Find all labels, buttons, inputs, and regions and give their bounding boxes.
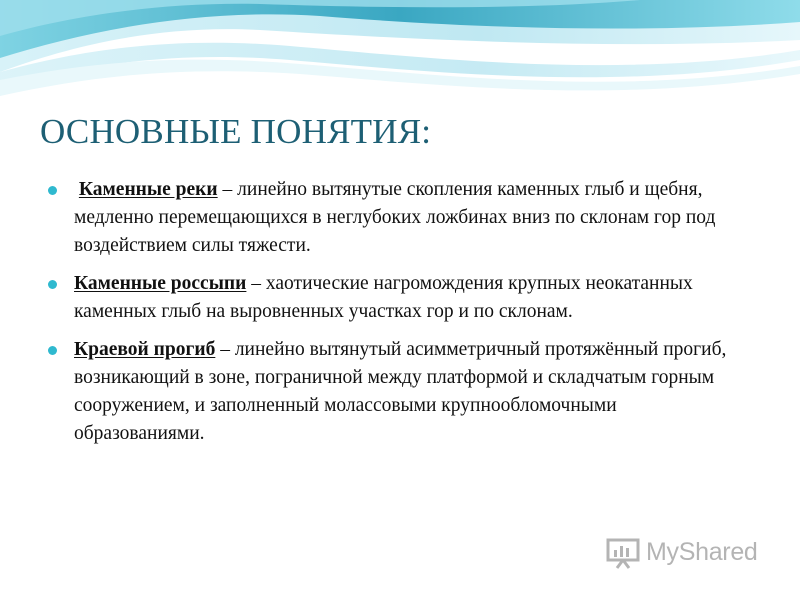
watermark-logo	[606, 535, 766, 571]
item-text	[74, 339, 726, 444]
definition-text: – хаотические нагромождения крупных неокатанных каменных глыб на выровненных участках гор и по склонам.	[74, 273, 693, 322]
header-wave-decoration	[0, 0, 800, 110]
item-text	[74, 179, 715, 256]
item-text	[74, 273, 693, 322]
term-label: Краевой прогиб	[74, 339, 216, 360]
term-label: Каменные реки	[78, 179, 218, 200]
watermark-text: MyShared	[646, 538, 758, 566]
definition-text: – линейно вытянутые скопления каменных глыб и щебня, медленно перемещающихся в неглубоких ложбинах вниз по склонам гор под воздействием силы тяжести.	[74, 179, 716, 256]
slide-title: ОСНОВНЫЕ ПОНЯТИЯ:	[40, 112, 432, 151]
presentation-board-icon	[606, 537, 640, 569]
definition-text: – линейно вытянутый асимметричный протяжённый прогиб, возникающий в зоне, пограничной между платформой и складчатым горным сооружением, и заполненный молассовыми крупнообломочными образованиями.	[74, 339, 727, 444]
list-item	[40, 336, 740, 448]
bullet-icon	[48, 346, 57, 355]
bullet-icon	[48, 186, 57, 195]
list-item	[40, 176, 740, 260]
term-label: Каменные россыпи	[74, 273, 247, 294]
list-item	[40, 270, 740, 326]
bullet-icon	[48, 280, 57, 289]
definitions-list	[40, 176, 740, 458]
